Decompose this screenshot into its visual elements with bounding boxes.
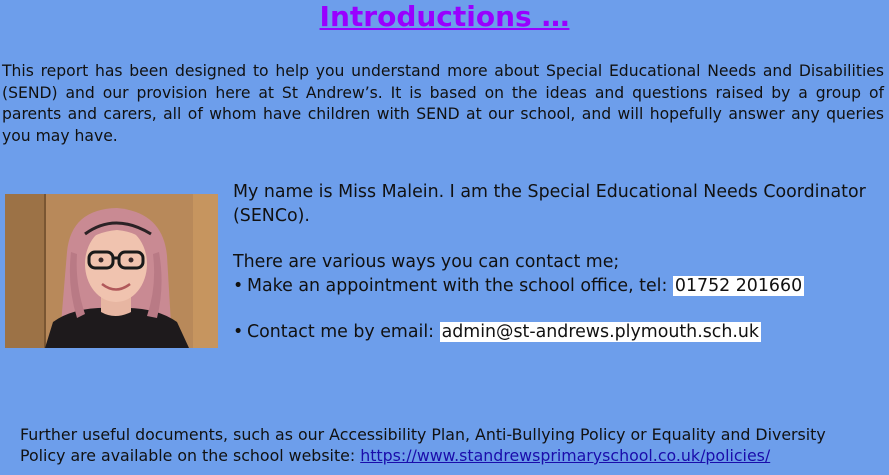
contact-ways-text: There are various ways you can contact me; (233, 252, 620, 272)
phone-number: 01752 201660 (674, 276, 803, 296)
page-title: Introductions … (319, 0, 570, 33)
email-address: admin@st-andrews.plymouth.sch.uk (441, 322, 759, 342)
appointment-bullet (233, 274, 883, 298)
footer-description: Further useful documents, such as our Accessibility Plan, Anti-Bullying Policy or Equality and Diversity Policy are available on the school website: (20, 425, 826, 465)
email-text: Contact me by email: (247, 322, 440, 342)
bullet-icon: • (233, 276, 244, 296)
bullet-icon: • (233, 322, 244, 342)
appointment-text: Make an appointment with the school office, tel: (247, 276, 673, 296)
footer-text (20, 424, 870, 466)
portrait-image (5, 194, 218, 348)
intro-paragraph: This report has been designed to help you understand more about Special Educational Needs and Disabilities (SEND) and our provision here at St Andrew’s. It is based on the ideas and questions raised by a group of parents and carers, all of whom have children with SEND at our school, and will hopefully answer any queries you may have. (2, 62, 884, 145)
contact-section (233, 180, 883, 344)
senco-intro-text: My name is Miss Malein. I am the Special Educational Needs Coordinator (SENCo). (233, 182, 866, 226)
senco-photo (5, 194, 218, 348)
email-bullet (233, 320, 883, 344)
policies-link[interactable]: https://www.standrewsprimaryschool.co.uk/policies/ (360, 446, 771, 465)
